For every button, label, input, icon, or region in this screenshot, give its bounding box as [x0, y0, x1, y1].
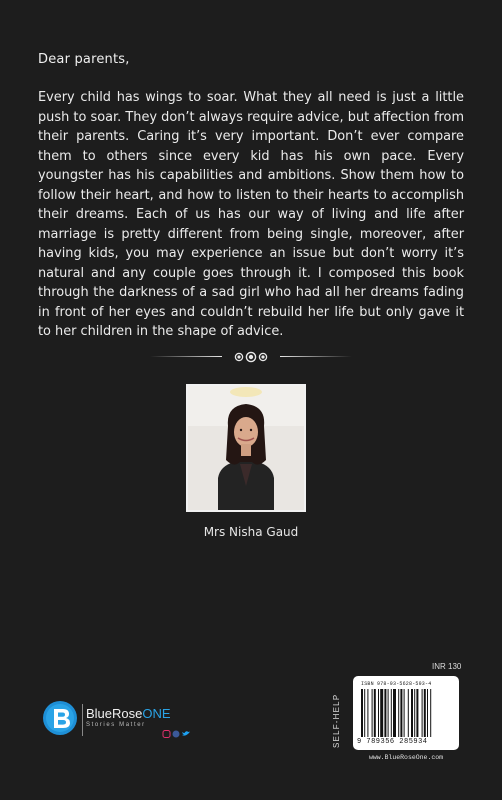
publisher-website: www.BlueRoseOne.com [368, 754, 444, 761]
letter-salutation: Dear parents, [38, 52, 130, 67]
author-portrait-image [188, 386, 304, 510]
bluerose-b-icon [42, 700, 78, 736]
social-icons [162, 730, 192, 738]
instagram-icon [163, 731, 170, 738]
isbn-digits: 9 789356 285934 [357, 738, 428, 746]
price-label: INR 130 [432, 662, 462, 671]
isbn-label: ISBN 978-93-5628-593-4 [361, 681, 432, 687]
author-photo [186, 384, 306, 512]
ornamental-divider [150, 348, 352, 366]
divider-line-left [150, 356, 222, 357]
publisher-tagline: Stories Matter [86, 722, 146, 728]
logo-separator [82, 704, 83, 736]
barcode-bars [361, 689, 453, 737]
facebook-icon [173, 731, 180, 738]
genre-label: SELF-HELP [332, 693, 341, 749]
twitter-icon [182, 731, 190, 735]
publisher-brand [86, 706, 171, 721]
author-name: Mrs Nisha Gaud [203, 525, 299, 539]
divider-line-right [280, 356, 352, 357]
divider-dots-icon [230, 350, 272, 364]
letter-body: Every child has wings to soar. What they all need is just a little push to soar. They don’t always require advice, but affection from their parents. Caring it’s very important. Don’t ever compare them to others since every kid has his own pace. Every youngster has his capabilities and ambitions. Show them how to follow their heart, and how to listen to their hearts to accomplish their dreams. Each of us has our way of living and life after marriage is pretty different from being single, moreover, after having kids, you may experience an issue but don’t worry it’s natural and any couple goes through it. I composed this book through the darkness of a sad girl who had all her dreams fading in front of her eyes and couldn’t rebuild her life but only gave it to her children in the shape of advice. [38, 90, 464, 339]
publisher-brand-name: BlueRose [86, 706, 143, 721]
isbn-barcode [353, 676, 459, 750]
publisher-logo [42, 700, 207, 740]
publisher-brand-accent: ONE [142, 706, 171, 721]
